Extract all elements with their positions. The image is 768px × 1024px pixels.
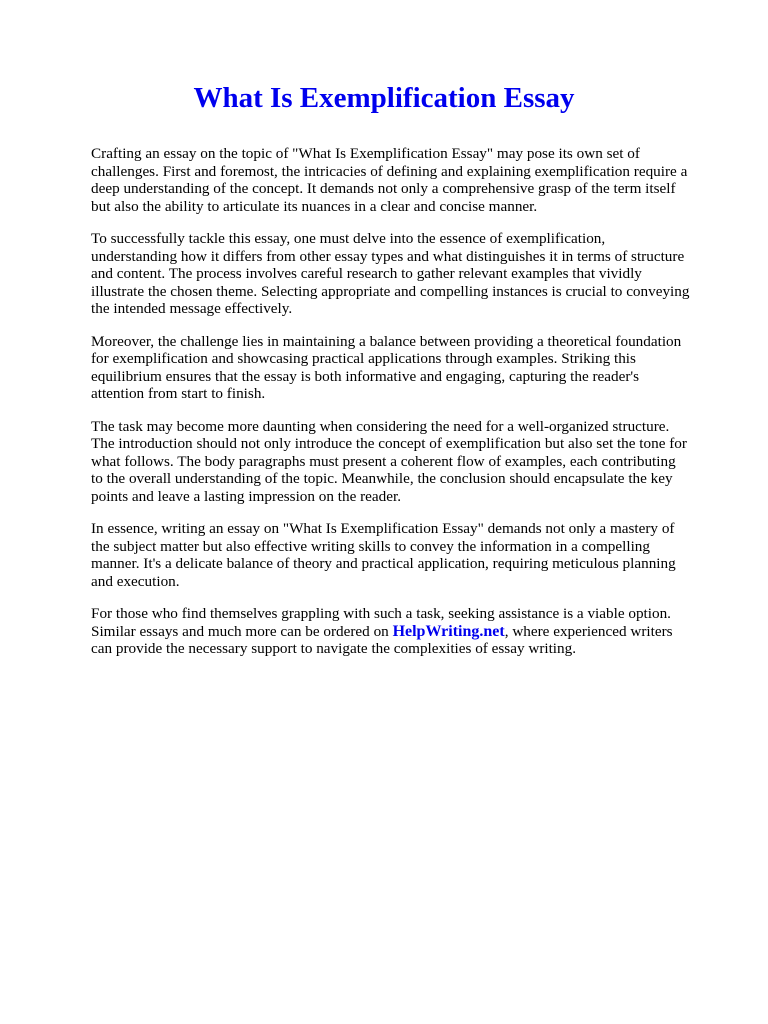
- page-title: What Is Exemplification Essay: [193, 82, 575, 114]
- essay-body: [91, 145, 691, 673]
- paragraph-6-text-before-link: For those who find themselves grappling with such a task, seeking assistance is a viable option. Similar essays and much more can be ordered on: [91, 605, 671, 640]
- paragraph-1: Crafting an essay on the topic of "What Is Exemplification Essay" may pose its own set of challenges. First and foremost, the intricacies of defining and explaining exemplification require a deep understanding of the concept. It demands not only a comprehensive grasp of the term itself but also the ability to articulate its nuances in a clear and concise manner.: [91, 145, 688, 215]
- paragraph-2: To successfully tackle this essay, one must delve into the essence of exemplification, understanding how it differs from other essay types and what distinguishes it in terms of structure and content. The process involves careful research to gather relevant examples that vividly illustrate the chosen theme. Selecting appropriate and compelling instances is crucial to conveying the intended message effectively.: [91, 230, 690, 317]
- paragraph-6-text-after-link: , where experienced writers can provide the necessary support to navigate the complexities of essay writing.: [91, 622, 673, 657]
- helpwriting-link[interactable]: HelpWriting.net: [392, 622, 505, 640]
- paragraph-6: [91, 605, 691, 658]
- paragraph-4: The task may become more daunting when considering the need for a well-organized structure. The introduction should not only introduce the concept of exemplification but also set the tone for what follows. The body paragraphs must present a coherent flow of examples, each contributing to the overall understanding of the topic. Meanwhile, the conclusion should encapsulate the key points and leave a lasting impression on the reader.: [91, 417, 687, 505]
- paragraph-3: Moreover, the challenge lies in maintaining a balance between providing a theoretical foundation for exemplification and showcasing practical applications through examples. Striking this equilibrium ensures that the essay is both informative and engaging, capturing the reader's attention from start to finish.: [91, 332, 682, 402]
- paragraph-5: In essence, writing an essay on "What Is Exemplification Essay" demands not only a mastery of the subject matter but also effective writing skills to convey the information in a compelling manner. It's a delicate balance of theory and practical application, requiring meticulous planning and execution.: [91, 520, 676, 590]
